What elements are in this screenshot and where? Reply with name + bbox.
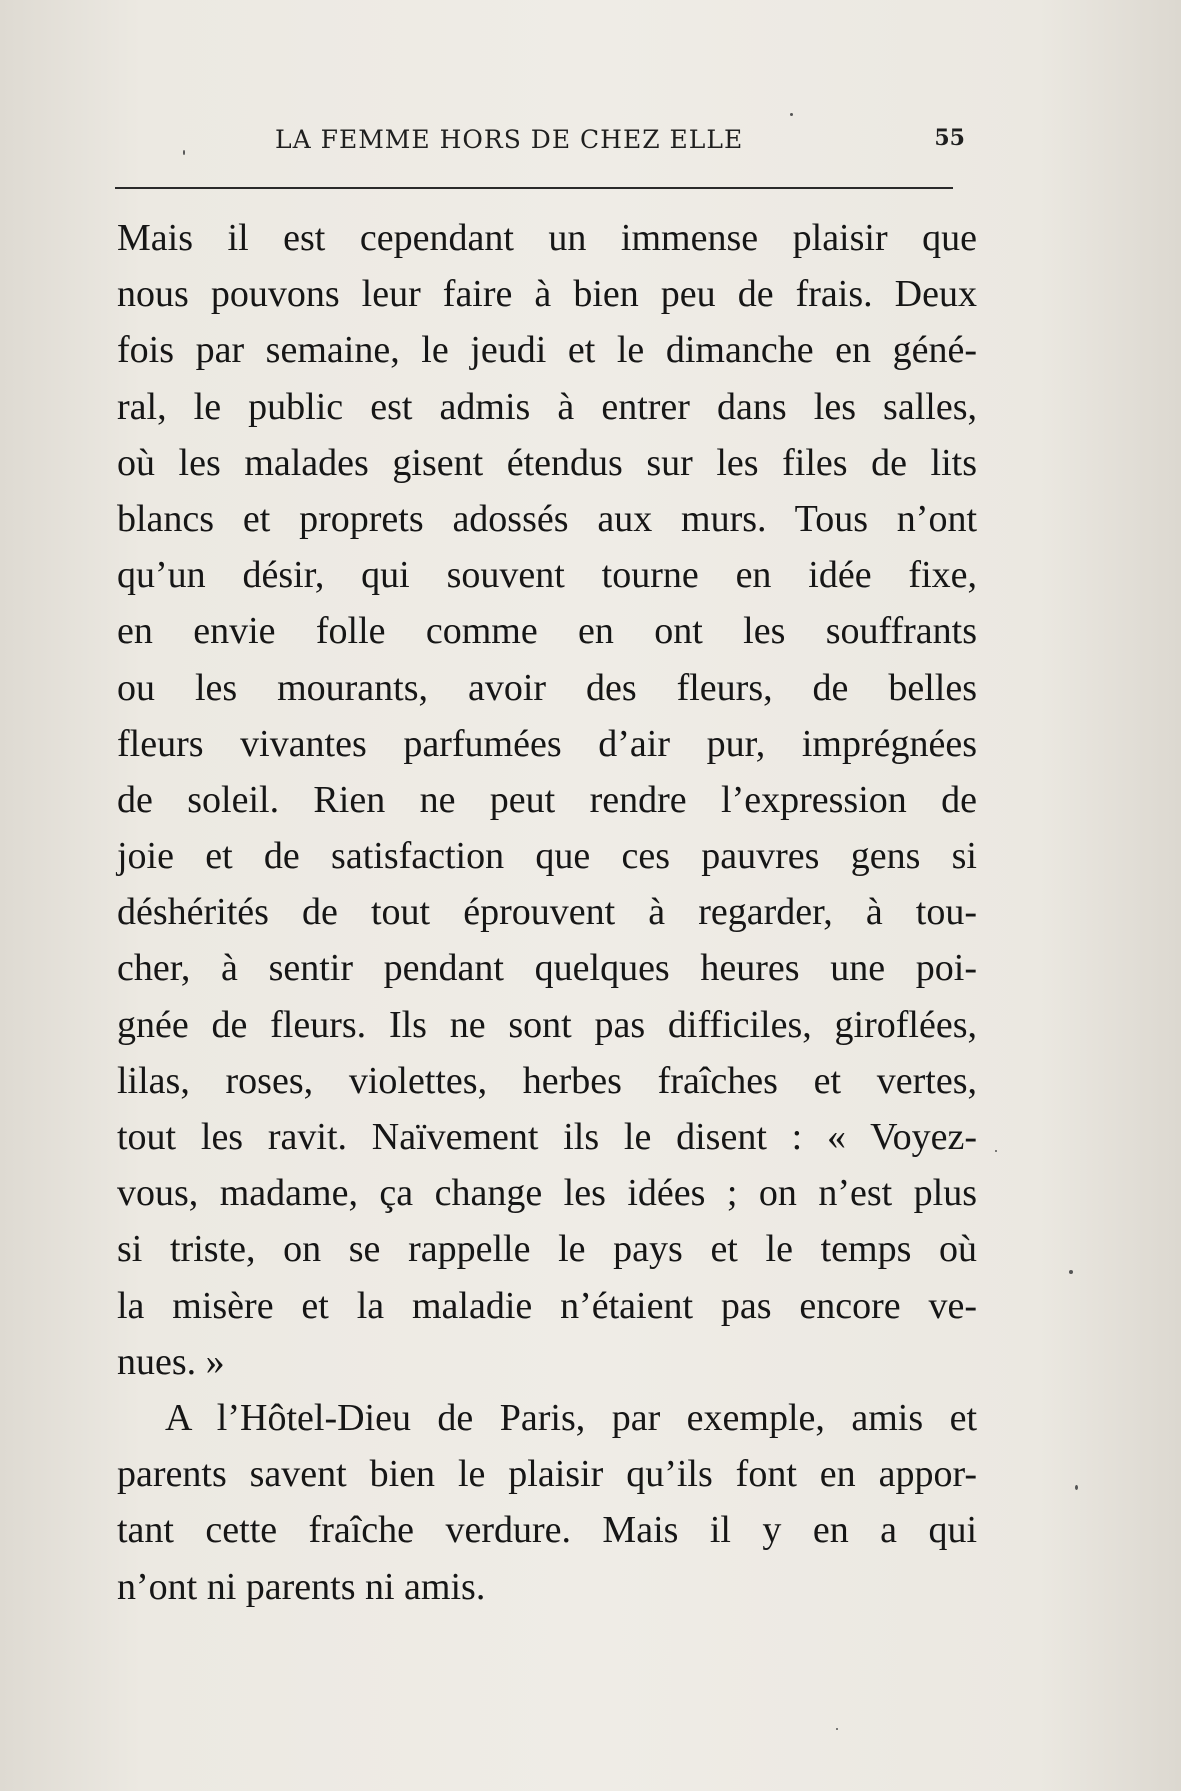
text-line: vous, madame, ça change les idées ; on n’est plus — [117, 1172, 977, 1215]
text-line: qu’un désir, qui souvent tourne en idée fixe, — [117, 554, 977, 597]
text-line: joie et de satisfaction que ces pauvres gens si — [117, 835, 977, 878]
text-line: Mais il est cependant un immense plaisir que — [117, 217, 977, 259]
text-line: gnée de fleurs. Ils ne sont pas difficiles, giroflées, — [117, 1003, 977, 1046]
paper-speck — [1069, 1270, 1073, 1274]
text-line: cher, à sentir pendant quelques heures une poi- — [117, 947, 977, 990]
paper-speck — [790, 113, 793, 116]
text-line: déshérités de tout éprouvent à regarder, à tou- — [117, 891, 977, 934]
paper-speck — [995, 1150, 997, 1152]
paper-speck — [836, 1728, 838, 1730]
text-line: fois par semaine, le jeudi et le dimanche en géné- — [117, 329, 977, 372]
body-text — [117, 210, 977, 1615]
text-line: la misère et la maladie n’étaient pas encore ve- — [117, 1284, 977, 1327]
paper-speck — [1075, 1485, 1078, 1490]
text-line: si triste, on se rappelle le pays et le temps où — [117, 1228, 977, 1271]
text-line: fleurs vivantes parfumées d’air pur, imprégnées — [117, 722, 977, 765]
paper-speck — [183, 150, 185, 155]
text-line: nous pouvons leur faire à bien peu de frais. Deux — [117, 273, 977, 316]
text-line: A l’Hôtel-Dieu de Paris, par exemple, amis et — [165, 1396, 977, 1439]
text-line: ral, le public est admis à entrer dans les salles, — [117, 385, 977, 428]
text-line: nues. » — [117, 1340, 225, 1383]
text-line: tout les ravit. Naïvement ils le disent : « Voyez- — [117, 1116, 977, 1158]
text-line: où les malades gisent étendus sur les files de lits — [117, 441, 977, 484]
text-line: ou les mourants, avoir des fleurs, de belles — [117, 666, 977, 709]
text-line: tant cette fraîche verdure. Mais il y en a qui — [117, 1509, 977, 1552]
text-line: blancs et proprets adossés aux murs. Tous n’ont — [117, 497, 977, 540]
running-head — [115, 125, 965, 161]
text-line: de soleil. Rien ne peut rendre l’expression de — [117, 778, 977, 821]
text-line: n’ont ni parents ni amis. — [117, 1565, 486, 1608]
text-line: lilas, roses, violettes, herbes fraîches et vertes, — [117, 1059, 977, 1102]
text-line: parents savent bien le plaisir qu’ils font en appor- — [117, 1453, 977, 1496]
page-number: 55 — [934, 125, 965, 151]
header-rule — [115, 187, 953, 189]
text-line: en envie folle comme en ont les souffrants — [117, 610, 977, 653]
running-title: LA FEMME HORS DE CHEZ ELLE — [275, 125, 744, 154]
